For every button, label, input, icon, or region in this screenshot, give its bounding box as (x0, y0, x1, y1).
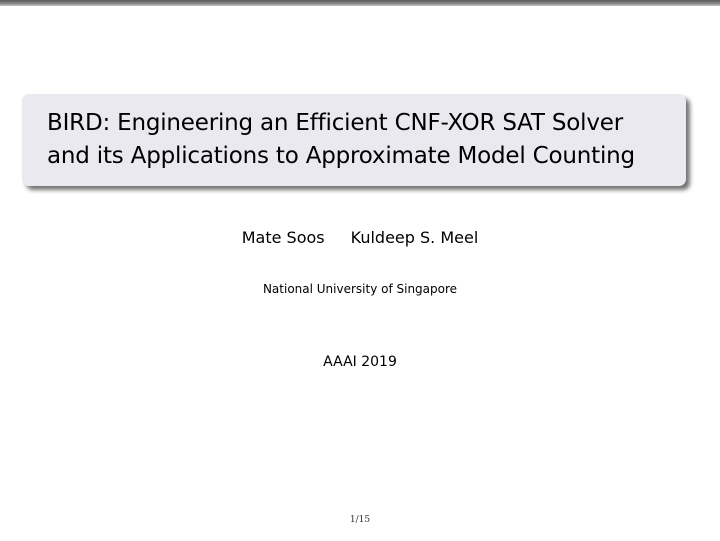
title-line-2: and its Applications to Approximate Model Counting (47, 143, 635, 169)
title-box (22, 94, 686, 186)
conference-date: AAAI 2019 (323, 354, 397, 370)
page-number: 1/15 (349, 515, 371, 525)
institute: National University of Singapore (262, 282, 458, 296)
authors (0, 226, 720, 250)
author-name: Kuldeep S. Meel (350, 228, 479, 247)
author-name: Mate Soos (241, 228, 325, 247)
top-rule (0, 0, 720, 6)
title-line-1: BIRD: Engineering an Efficient CNF-XOR SAT Solver (47, 110, 623, 136)
